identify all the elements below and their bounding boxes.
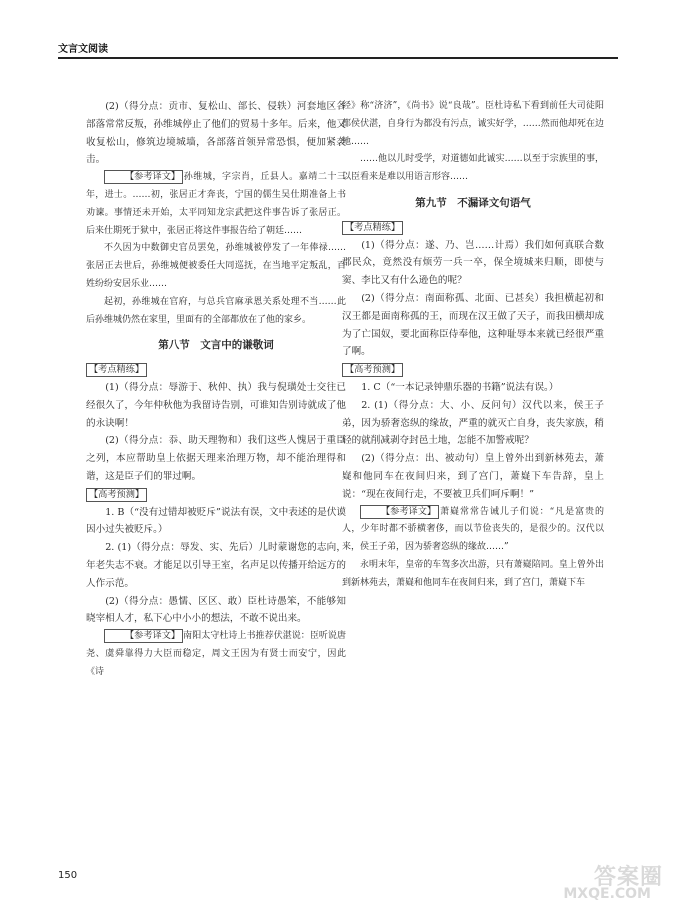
left-translation-2: 不久因为中数御史官员罢免，孙维城被停发了一年俸禄……张居正去世后，孙维城便被委任大同巡抚，在当地平定叛乱，百姓纷纷安居乐业…… <box>86 243 346 289</box>
left-answer-2: (2)（得分点：贡市、复松山、部长、侵轶）河套地区各部落常常反叛，孙维城停止了他们的贸易十多年。后来，他又收复松山，修筑边境城墙，各部落首领异常恐惧，便加紧袭击。 <box>86 101 346 166</box>
right-q2: (2)（得分点：南面称孤、北面、已甚矣）我担横起初和汉王都是面南称孤的王，而现在汉王做了天子，而我田横却成为了亡国奴，要北面称臣侍奉他，这种耻辱本来就已经很严重了啊。 <box>342 292 604 358</box>
left-a2-2: (2)（得分点：愚懦、区区、敢）臣杜诗愚笨，不能够知晓宰相人才，私下心中小小的想法，不敢不说出来。 <box>86 595 346 625</box>
right-q1: (1)（得分点：遂、乃、岂……计焉）我们如何真联合数郡民众，竟然没有烦劳一兵一卒，保全境城来归顺，即使与窦、李比又有什么逊色的呢？ <box>342 239 604 287</box>
right-reference-text: 萧嶷常常告诫儿子们说：“凡是富贵的人，少年时都不骄横奢侈，而以节俭丧失的，是很少的。汉代以来，侯王子弟，因为骄奢恣纵的缘故……” <box>342 506 604 553</box>
right-a2-1: 2. (1)（得分点：大、小、反问句）汉代以来，侯王子弟，因为骄奢恣纵的缘故，严重的就灭亡自身，丧失家族，稍轻的就削减剥夺封邑土地，怎能不加警戒呢？ <box>342 399 604 447</box>
left-translation-text: 孙维城，字宗肖，丘县人。嘉靖二十三年，进士。……初，张居正才奔丧，宁国的儒生吴仕期准备上书劝谏。事情还未开始，太平同知龙宗武把这件事告诉了张居正。后来仕期死于狱中，张居正将这件事报告给了朝廷…… <box>86 172 346 236</box>
right-a2-2: (2)（得分点：出、被动句）皇上曾外出到新林苑去，萧嶷和他同车在夜间归来，到了宫门，萧嶷下车告辞，皇上说：“现在夜间行走，不要被卫兵们呵斥啊！” <box>342 453 604 500</box>
gaokao-tag: 【高考预测】 <box>86 488 147 502</box>
reference-tag-2: 【参考译文】 <box>104 629 183 643</box>
left-a2-1: 2. (1)（得分点：辱发、实、先后）儿时蒙谢您的志向，年老失志不衰。才能足以引导王室，名声足以传播开给远方的人作示范。 <box>86 542 346 589</box>
left-reference <box>86 628 346 681</box>
page-number: 150 <box>58 870 78 881</box>
left-a1: 1. B（“没有过错却被贬斥”说法有误，文中表述的是伏谟因小过失被贬斥。） <box>86 506 346 536</box>
section-9-title: 第九节 不漏译文句语气 <box>415 196 531 209</box>
page-header-title: 文言文阅读 <box>58 44 108 55</box>
left-column <box>86 98 346 682</box>
kaodian-tag: 【考点精练】 <box>86 363 147 377</box>
section-8-title: 第八节 文言中的谦敬词 <box>158 339 274 352</box>
left-q2: (2)（得分点：忝、助天理物和）我们这些人愧居于重臣之列，本应帮助皇上依据天理来治理万物，却不能治理得和谐，这是臣子们的罪过啊。 <box>86 435 346 482</box>
right-translation-2: ……他以儿时受学，对道德如此诚实……以至于宗族里的事，以臣看来是难以用语言形容…… <box>342 154 604 183</box>
right-column <box>342 98 604 593</box>
right-a1: 1. C（“一本记录钟鼎乐器的书籍”说法有误。） <box>361 381 559 393</box>
reference-tag: 【参考译文】 <box>104 170 183 184</box>
right-last-paragraph: 永明末年，皇帝的车驾多次出游，只有萧嶷陪同。皇上曾外出到新林苑去，萧嶷和他同车在夜间归来，到了宫门，萧嶷下车 <box>342 559 604 588</box>
left-reference-text: 南阳太守杜诗上书推荐伏湛说：臣听说唐尧、虞舜靠得力大臣而稳定，周文王因为有贤士而安宁，因此《诗 <box>86 631 346 677</box>
watermark-logo: 答案圈 <box>593 865 663 890</box>
gaokao-tag-2: 【高考预测】 <box>342 363 403 377</box>
right-translation-1: 经》称“济济”，《尚书》说“良哉”。臣杜诗私下看到前任大司徒阳都侯伏湛，自身行为都没有污点，诚实好学，……然而他却死在边地…… <box>342 101 604 147</box>
left-q1: (1)（得分点：辱游于、秋仲、执）我与倪璜处士交往已经很久了，今年仲秋他为我留诗告别，可谁知告别诗就成了他的永诀啊！ <box>86 381 346 429</box>
right-reference <box>342 504 604 557</box>
watermark-url: MXQE.COM <box>563 886 651 902</box>
kaodian-tag-2: 【考点精练】 <box>342 221 403 235</box>
left-translation-1 <box>86 169 346 240</box>
reference-tag-3: 【参考译文】 <box>360 505 439 519</box>
left-translation-3: 起初，孙维城在官府，与总兵官麻承恩关系处理不当……此后孙维城仍然在家里，里面有的全部都放在了他的家乡。 <box>86 296 346 325</box>
header-rule <box>58 57 618 59</box>
